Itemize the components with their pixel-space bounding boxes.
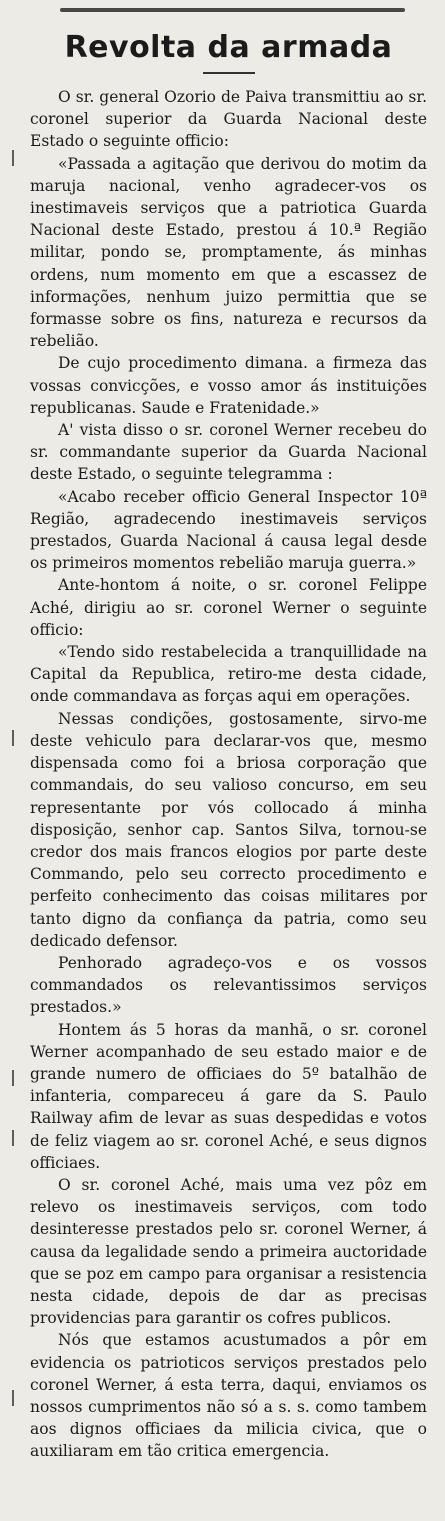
paragraph-8: Nessas condições, gostosamente, sirvo-me deste vehiculo para declarar-vos que, mesmo dispensada como foi a briosa corporação que commandais, do seu valioso concurso, em seu representante por vós collocado á minha disposição, senhor cap. Santos Silva, tornou-se credor dos mais francos elogios por parte deste Commando, pelo seu correcto procedimento e perfeito conhecimento das coisas militares por tanto digno da confiança da patria, como seu dedicado defensor. [30,709,427,950]
paragraph-2: «Passada a agitação que derivou do motim da maruja nacional, venho agradecer-vos os inestimaveis serviços que a patriotica Guarda Nacional deste Estado, prestou á 10.ª Região militar, pondo se, promptamente, ás minhas ordens, num momento em que a escassez de informações, nenhum juizo permittia que se formasse sobre os fins, natureza e recursos da rebelião. [30,154,427,351]
paragraph-5: «Acabo receber officio General Inspector 10ª Região, agradecendo inestimaveis serviços prestados, Guarda Nacional á causa legal desde os primeiros momentos rebelião maruja guerra.» [30,487,427,573]
headline-divider [203,72,255,74]
paragraph-10: Hontem ás 5 horas da manhã, o sr. coronel Werner acompanhado de seu estado maior e de grande numero de officiaes do 5º batalhão de infanteria, compareceu á gare da S. Paulo Railway afim de levar as suas despedidas e votos de feliz viagem ao sr. coronel Aché, e seus dignos officiaes. [30,1020,427,1172]
margin-mark [12,1070,14,1086]
margin-mark [12,150,14,166]
margin-mark [12,730,14,746]
headline: Revolta da armada [64,30,393,65]
margin-marks [8,90,20,1501]
paragraph-7: «Tendo sido restabelecida a tranquillidade na Capital da Republica, retiro-me desta cidade, onde commandava as forças aqui em operações. [30,643,427,706]
paragraph-9: Penhorado agradeço-vos e os vossos commandados os relevantissimos serviços prestados.» [30,953,427,1017]
margin-mark [12,1390,14,1406]
paragraph-6: Ante-hontom á noite, o sr. coronel Felippe Aché, dirigiu ao sr. coronel Werner o seguinte officio: [30,576,427,639]
margin-mark [12,1130,14,1146]
paragraph-4: A' vista disso o sr. coronel Werner recebeu do sr. commandante superior da Guarda Nacional deste Estado, o seguinte telegramma : [30,421,427,484]
paragraph-1: O sr. general Ozorio de Paiva transmittiu ao sr. coronel superior da Guarda Nacional deste Estado o seguinte officio: [30,88,427,151]
paragraph-3: De cujo procedimento dimana. a firmeza das vossas convicções, e vosso amor ás instituições republicanas. Saude e Fratenidade.» [30,354,427,417]
paragraph-11: O sr. coronel Aché, mais uma vez pôz em relevo os inestimaveis serviços, com todo desinteresse prestados pelo sr. coronel Werner, á causa da legalidade sendo a primeira auctoridade que se poz em campo para organisar a resistencia nesta cidade, depois de dar as precisas providencias para garantir os cofres publicos. [30,1175,427,1328]
paragraph-12: Nós que estamos acustumados a pôr em evidencia os patrioticos serviços prestados pelo coronel Werner, á esta terra, daqui, enviamos os nossos cumprimentos não só a s. s. como tambem aos dignos officiaes da milicia civica, que o auxiliaram em tão critica emergencia. [30,1331,427,1461]
top-rule [60,8,405,12]
article-body [30,86,427,1463]
